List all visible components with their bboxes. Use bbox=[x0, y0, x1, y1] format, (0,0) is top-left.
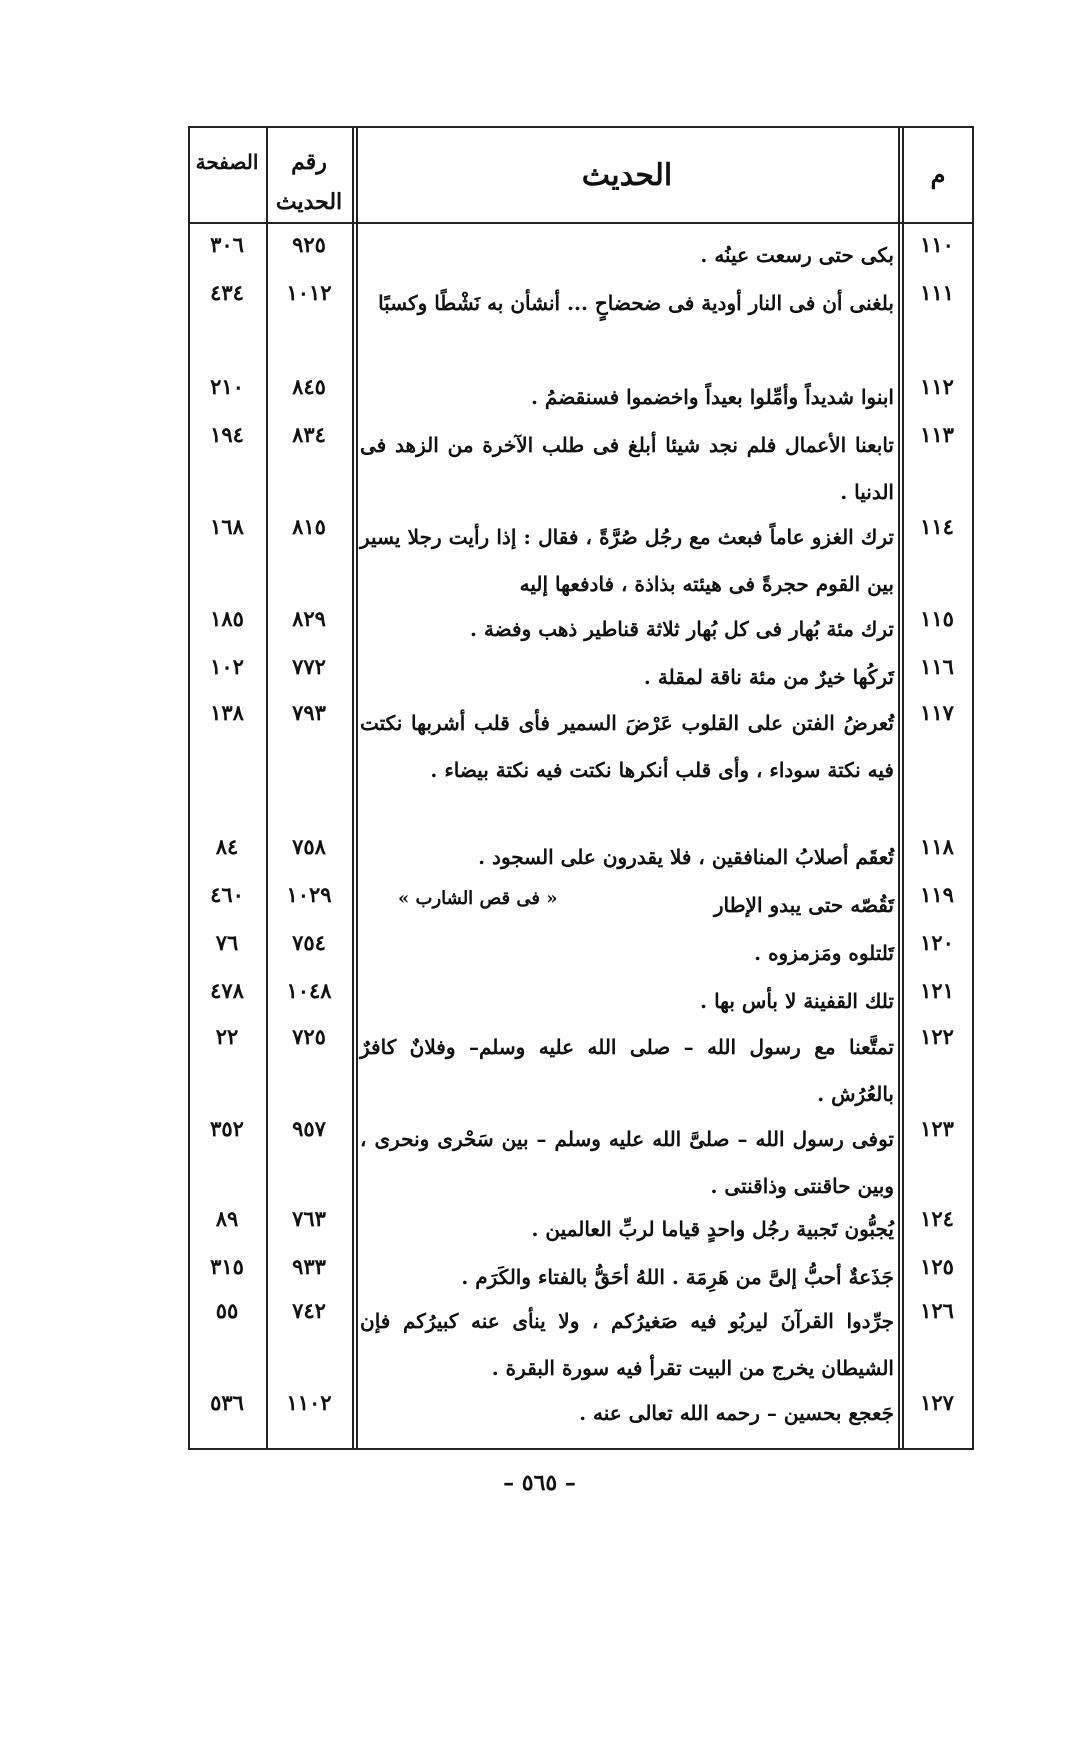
hadith-raqm: ٨٣٤ bbox=[292, 422, 326, 447]
hadith-text: تَقُصّه حتى يبدو الإطار bbox=[713, 893, 894, 917]
row-number: ١١١ bbox=[920, 280, 954, 305]
hadith-note: « فى قص الشارب » bbox=[398, 888, 558, 909]
hadith-text: يُجبُّون تَجبية رجُل واحدٍ قياما لربِّ العالمين . bbox=[531, 1217, 894, 1241]
page-ref: ٣٥٢ bbox=[210, 1116, 244, 1141]
divider-raqm-hadith bbox=[352, 126, 354, 1450]
hadith-raqm: ١١٠٢ bbox=[286, 1390, 332, 1415]
hadith-raqm: ٧٢٥ bbox=[292, 1024, 326, 1049]
row-number: ١١٠ bbox=[920, 232, 954, 257]
hadith-raqm: ٨١٥ bbox=[292, 514, 326, 539]
divider-page-raqm bbox=[266, 126, 268, 1450]
page-ref: ١٨٥ bbox=[210, 606, 244, 631]
hadith-raqm: ٧٤٢ bbox=[292, 1298, 326, 1323]
row-number: ١١٢ bbox=[920, 374, 954, 399]
row-number: ١٢٢ bbox=[920, 1024, 954, 1049]
row-number: ١٢٦ bbox=[920, 1298, 954, 1323]
divider-raqm-hadith-double bbox=[356, 126, 358, 1450]
hadith-text: جَذَعةٌ أحبُّ إلىَّ من هَرِمَة . اللهُ أحَقُّ بالفتاء والكَرَم . bbox=[461, 1265, 894, 1289]
divider-hadith-num bbox=[898, 126, 900, 1450]
hadith-text: بكى حتى رسعت عينُه . bbox=[700, 243, 894, 267]
row-number: ١١٦ bbox=[920, 654, 954, 679]
hadith-text: بلغنى أن فى النار أودية فى ضحضاحٍ ... أنشأن به نَشْطًا وكسبًا bbox=[378, 291, 894, 315]
header-raqm bbox=[266, 142, 352, 222]
page-ref: ٨٩ bbox=[215, 1206, 239, 1231]
row-number: ١٢٥ bbox=[920, 1254, 954, 1279]
page-ref: ٥٥ bbox=[215, 1298, 239, 1323]
hadith-text: جَعجع بحسين – رحمه الله تعالى عنه . bbox=[579, 1401, 894, 1425]
hadith-raqm: ٧٧٢ bbox=[292, 654, 326, 679]
page-ref: ٤٧٨ bbox=[210, 978, 244, 1003]
hadith-text: جرِّدوا القرآنَ ليربُو فيه صَغيرُكم ، ولا ينأى عنه كبيرُكم فإن الشيطان يخرج من البيت تقرأ فيه سورة البقرة . bbox=[360, 1309, 894, 1380]
page-ref: ١٦٨ bbox=[210, 514, 244, 539]
page-ref: ٣١٥ bbox=[210, 1254, 244, 1279]
row-number: ١١٩ bbox=[920, 882, 954, 907]
page-ref: ٢١٠ bbox=[210, 374, 244, 399]
hadith-text: تَركُها خيرٌ من مئة ناقة لمقلة . bbox=[643, 665, 894, 689]
row-number: ١٢١ bbox=[920, 978, 954, 1003]
page-ref: ٥٣٦ bbox=[210, 1390, 244, 1415]
hadith-text: ترك مئة بُهار فى كل بُهار ثلاثة قناطير ذهب وفضة . bbox=[470, 617, 894, 641]
hadith-text: تلك القفينة لا بأس بها . bbox=[700, 989, 894, 1013]
page-ref: ١٣٨ bbox=[210, 700, 244, 725]
hadith-text: تابعنا الأعمال فلم نجد شيئا أبلغ فى طلب الآخرة من الزهد فى الدنيا . bbox=[360, 433, 894, 504]
row-number: ١٢٤ bbox=[920, 1206, 954, 1231]
header-raqm-line2: الحديث bbox=[275, 189, 343, 215]
hadith-text: تَلتلوه ومَزمزوه . bbox=[754, 941, 894, 965]
page-ref: ٨٤ bbox=[215, 834, 239, 859]
hadith-text: تُعقَم أصلابُ المنافقين ، فلا يقدرون على السجود . bbox=[478, 845, 894, 869]
page-ref: ٢٢ bbox=[215, 1024, 239, 1049]
row-number: ١٢٧ bbox=[920, 1390, 954, 1415]
hadith-text: ترك الغزو عاماً فبعث مع رجُل صُرَّةً ، فقال : إذا رأيت رجلا يسير بين القوم حجرةً فى هيئته بذاذة ، فادفعها إليه bbox=[360, 525, 894, 596]
hadith-raqm: ٨٢٩ bbox=[292, 606, 326, 631]
hadith-raqm: ٩٣٣ bbox=[292, 1254, 326, 1279]
header-divider bbox=[188, 222, 974, 224]
header-raqm-line1: رقم bbox=[291, 149, 327, 175]
page-ref: ٧٦ bbox=[215, 930, 239, 955]
header-page: الصفحة bbox=[195, 150, 259, 174]
hadith-raqm: ٧٦٣ bbox=[292, 1206, 326, 1231]
hadith-raqm: ١٠٤٨ bbox=[286, 978, 332, 1003]
hadith-raqm: ١٠٢٩ bbox=[286, 882, 332, 907]
hadith-raqm: ١٠١٢ bbox=[286, 280, 332, 305]
hadith-raqm: ٨٤٥ bbox=[292, 374, 326, 399]
hadith-raqm: ٧٥٨ bbox=[292, 834, 326, 859]
row-number: ١١٧ bbox=[920, 700, 954, 725]
page-ref: ٤٣٤ bbox=[210, 280, 244, 305]
hadith-text: تُعرضُ الفتن على القلوب عَرْضَ السمير فأى قلب أشربها نكتت فيه نكتة سوداء ، وأى قلب أنكرها نكتت فيه نكتة بيضاء . bbox=[360, 711, 894, 782]
hadith-raqm: ٩٢٥ bbox=[292, 232, 326, 257]
hadith-raqm: ٩٥٧ bbox=[292, 1116, 326, 1141]
row-number: ١١٨ bbox=[920, 834, 954, 859]
hadith-raqm: ٧٩٣ bbox=[292, 700, 326, 725]
row-number: ١٢٠ bbox=[920, 930, 954, 955]
page-ref: ١٠٢ bbox=[210, 654, 244, 679]
hadith-raqm: ٧٥٤ bbox=[292, 930, 326, 955]
header-num: م bbox=[930, 160, 946, 189]
page-ref: ٤٦٠ bbox=[210, 882, 244, 907]
divider-hadith-num-double bbox=[902, 126, 904, 1450]
hadith-text: ابنوا شديداً وأمِّلوا بعيداً واخضموا فسنقضمُ . bbox=[531, 385, 894, 409]
page-ref: ١٩٤ bbox=[210, 422, 244, 447]
page-number: – ٥٦٥ – bbox=[503, 1470, 576, 1496]
row-number: ١١٥ bbox=[920, 606, 954, 631]
row-number: ١١٤ bbox=[920, 514, 954, 539]
row-number: ١٢٣ bbox=[920, 1116, 954, 1141]
page-ref: ٣٠٦ bbox=[210, 232, 244, 257]
hadith-text: توفى رسول الله – صلىَّ الله عليه وسلم – بين سَحْرى ونحرى ، وبين حاقنتى وذاقنتى . bbox=[360, 1127, 894, 1198]
hadith-text: تمتَّعنا مع رسول الله – صلى الله عليه وسلم– وفلانٌ كافرٌ بالعُرُش . bbox=[360, 1035, 894, 1106]
header-hadith: الحديث bbox=[581, 158, 673, 193]
row-number: ١١٣ bbox=[920, 422, 954, 447]
